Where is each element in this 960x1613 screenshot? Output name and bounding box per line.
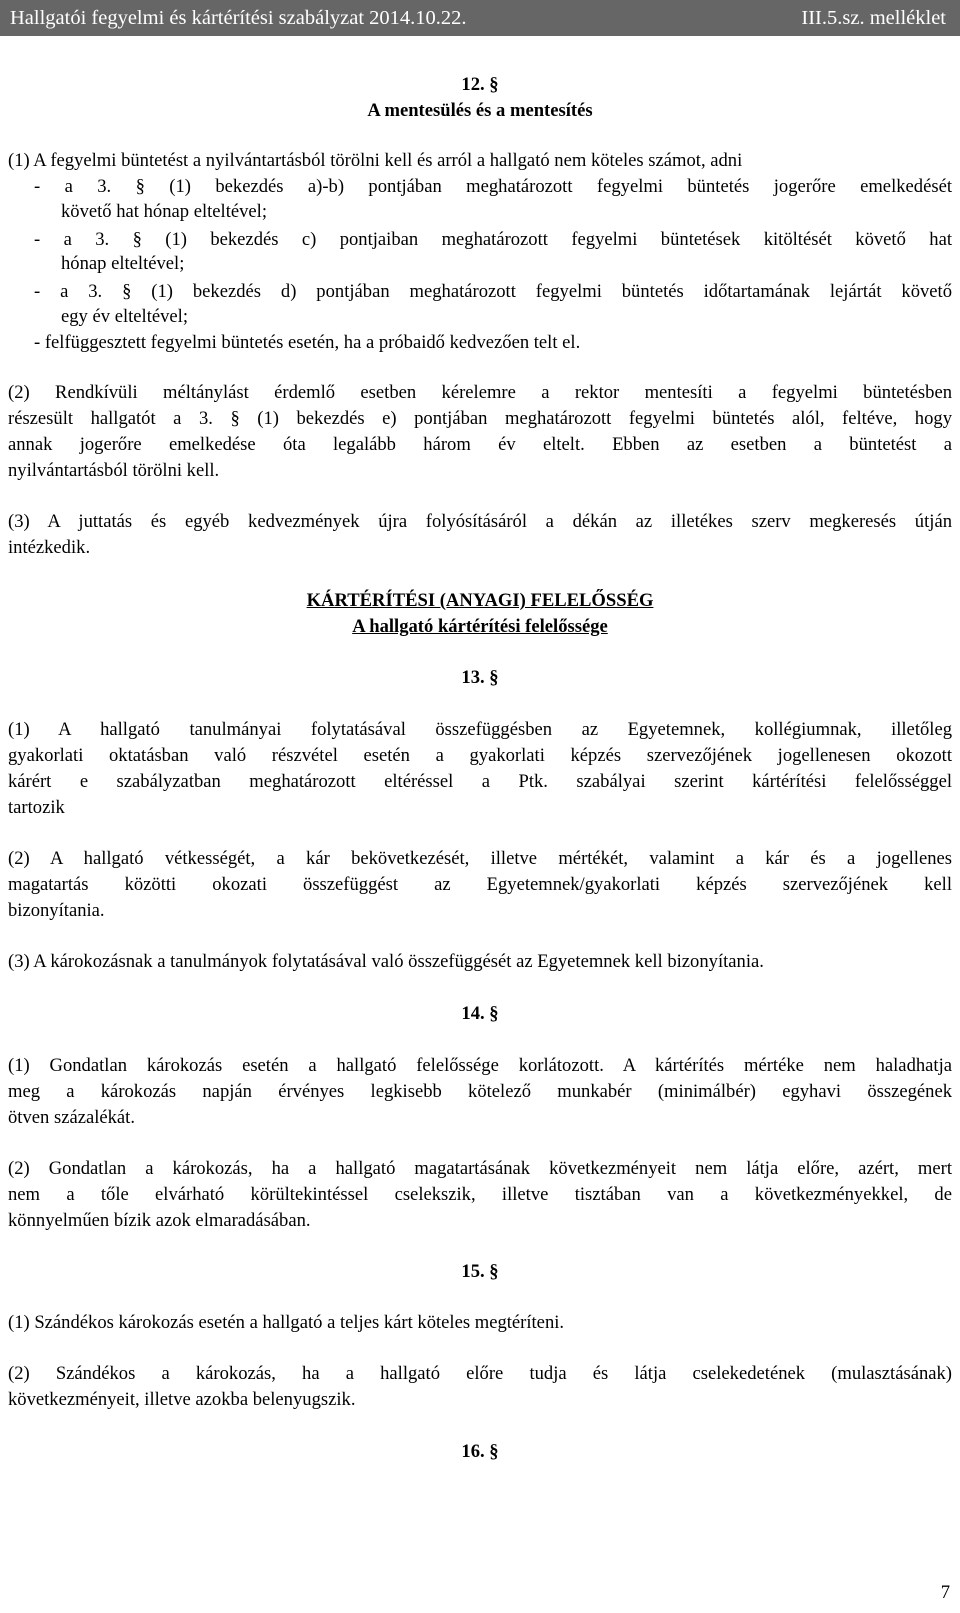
s12-p3-line1: (3) A juttatás és egyéb kedvezmények újra folyósításáról a dékán az illetékes szerv megkeresés útján	[8, 511, 952, 532]
page-header	[0, 0, 960, 36]
header-annex: III.5.sz. melléklet	[801, 6, 946, 29]
s13-p2-line3: bizonyítania.	[8, 900, 105, 921]
s12-p1-item-b-line2: hónap elteltével;	[61, 253, 185, 274]
s13-p2-line2: magatartás közötti okozati összefüggést az Egyetemnek/gyakorlati képzés szervezőjének kell	[8, 874, 952, 895]
s12-p1-item-b-line1: - a 3. § (1) bekezdés c) pontjaiban meghatározott fegyelmi büntetések kitöltését követő hat	[34, 229, 952, 250]
s12-p2-line4: nyilvántartásból törölni kell.	[8, 460, 220, 481]
s14-p1-line2: meg a károkozás napján érvényes legkisebb kötelező munkabér (minimálbér) egyhavi összegének	[8, 1081, 952, 1102]
s12-p2-line1: (2) Rendkívüli méltánylást érdemlő esetben kérelemre a rektor mentesíti a fegyelmi büntetésben	[8, 382, 952, 403]
s13-p1-line4: tartozik	[8, 797, 65, 818]
section-12-title: A mentesülés és a mentesítés	[367, 100, 593, 121]
s15-p1-line1: (1) Szándékos károkozás esetén a hallgató a teljes kárt köteles megtéríteni.	[8, 1312, 565, 1333]
s13-p1-line1: (1) A hallgató tanulmányai folytatásával összefüggésben az Egyetemnek, kollégiumnak, illetőleg	[8, 719, 952, 740]
s12-p3-line2: intézkedik.	[8, 537, 91, 558]
s14-p1-line3: ötven százalékát.	[8, 1107, 135, 1128]
s13-p1-line2: gyakorlati oktatásban való részvétel esetén a gyakorlati képzés szervezőjének jogellenesen okozott	[8, 745, 952, 766]
section-12-number: 12. §	[461, 74, 499, 95]
s13-p3-line1: (3) A károkozásnak a tanulmányok folytatásával való összefüggését az Egyetemnek kell bizonyítania.	[8, 951, 764, 972]
section-15-number: 15. §	[461, 1261, 499, 1282]
s14-p1-line1: (1) Gondatlan károkozás esetén a hallgató felelőssége korlátozott. A kártérítés mértéke nem haladhatja	[8, 1055, 952, 1076]
s14-p2-line3: könnyelműen bízik azok elmaradásában.	[8, 1210, 311, 1231]
chapter-title: KÁRTÉRÍTÉSI (ANYAGI) FELELŐSSÉG	[306, 590, 654, 611]
s14-p2-line1: (2) Gondatlan a károkozás, ha a hallgató magatartásának következményeit nem látja előre, azért, mert	[8, 1158, 952, 1179]
chapter-subtitle: A hallgató kártérítési felelőssége	[352, 616, 608, 637]
section-14-number: 14. §	[461, 1003, 499, 1024]
section-16-number: 16. §	[461, 1441, 499, 1462]
s12-p1-intro: (1) A fegyelmi büntetést a nyilvántartásból törölni kell és arról a hallgató nem köteles számot, adni	[8, 150, 743, 171]
s15-p2-line2: következményeit, illetve azokba belenyugszik.	[8, 1389, 356, 1410]
s12-p1-item-c-line1: - a 3. § (1) bekezdés d) pontjában meghatározott fegyelmi büntetés időtartamának lejártát követő	[34, 281, 952, 302]
s12-p2-line3: annak jogerőre emelkedése óta legalább három év eltelt. Ebben az esetben a büntetést a	[8, 434, 952, 455]
s13-p1-line3: kárért e szabályzatban meghatározott eltéréssel a Ptk. szabályai szerint kártérítési felelősséggel	[8, 771, 952, 792]
s12-p1-item-a-line2: követő hat hónap elteltével;	[61, 201, 268, 222]
s12-p1-item-d: - felfüggesztett fegyelmi büntetés esetén, ha a próbaidő kedvezően telt el.	[34, 332, 581, 353]
s13-p2-line1: (2) A hallgató vétkességét, a kár bekövetkezését, illetve mértékét, valamint a kár és a jogellenes	[8, 848, 952, 869]
page-number: 7	[940, 1582, 950, 1603]
s12-p1-item-a-line1: - a 3. § (1) bekezdés a)-b) pontjában meghatározott fegyelmi büntetés jogerőre emelkedését	[34, 176, 952, 197]
s12-p1-item-c-line2: egy év elteltével;	[61, 306, 188, 327]
header-title: Hallgatói fegyelmi és kártérítési szabályzat 2014.10.22.	[10, 6, 467, 29]
s15-p2-line1: (2) Szándékos a károkozás, ha a hallgató előre tudja és látja cselekedetének (mulasztásának)	[8, 1363, 952, 1384]
s14-p2-line2: nem a tőle elvárható körültekintéssel cselekszik, illetve tisztában van a következményekkel, de	[8, 1184, 952, 1205]
section-13-number: 13. §	[461, 667, 499, 688]
s12-p2-line2: részesült hallgatót a 3. § (1) bekezdés e) pontjában meghatározott fegyelmi büntetés alól, feltéve, hogy	[8, 408, 952, 429]
